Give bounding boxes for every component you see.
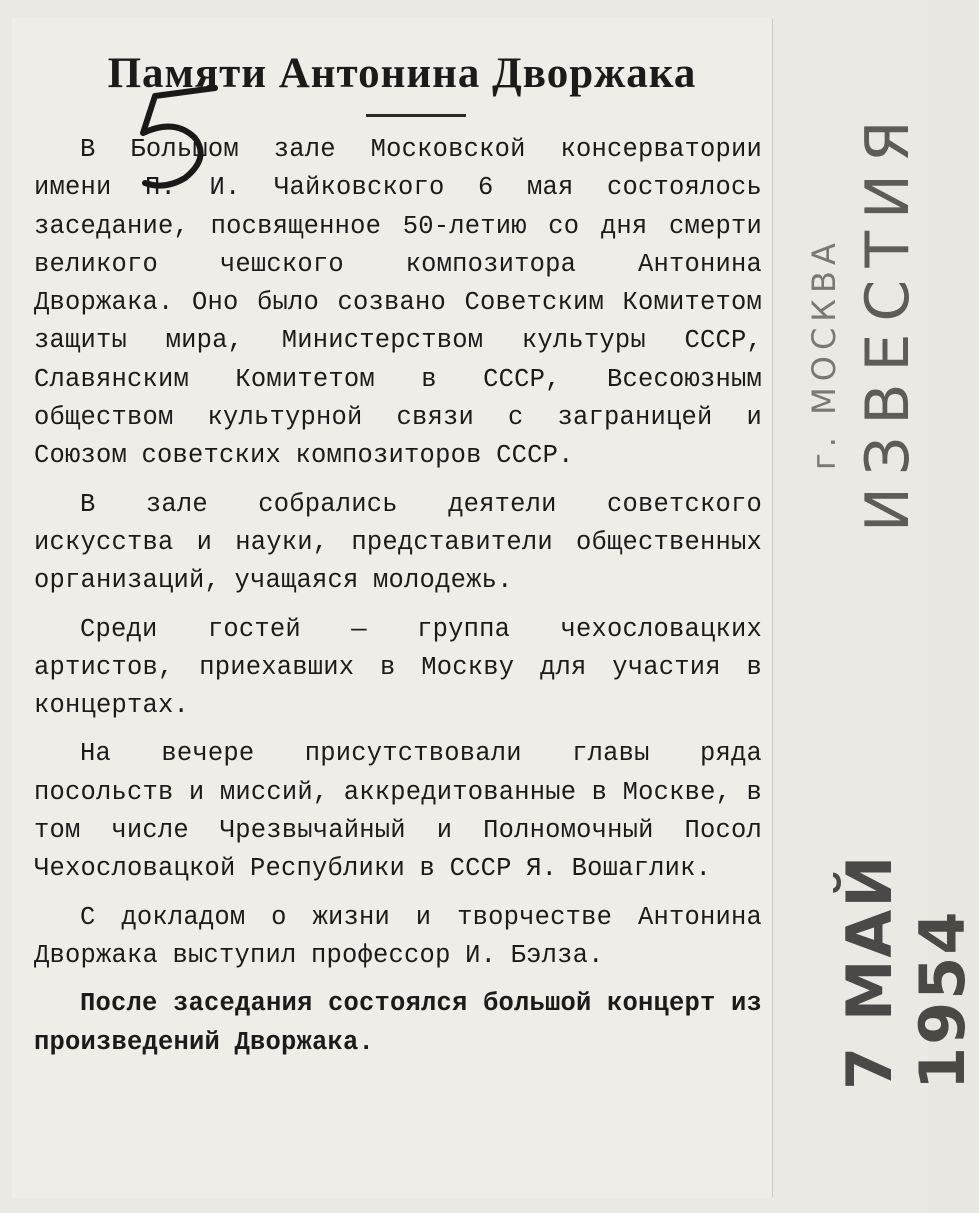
headline-divider [366, 114, 466, 117]
stamp-city: г. МОСКВА [805, 237, 843, 470]
article-paragraph-5: С докладом о жизни и творчестве Антонина Дворжака выступил профессор И. Бэлза. [34, 902, 762, 970]
article-paragraph-3: Среди гостей — группа чехословацких артистов, приехавших в Москву для участия в концертах. [34, 614, 762, 721]
stamp-date: 7 МАЙ 1954 [833, 853, 979, 1090]
article-paragraph-1: В Большом зале Московской консерватории имени П. И. Чайковского 6 мая состоялось заседание, посвященное 50-летию со дня смерти великого чешского композитора Антонина Дворжака. Оно было созвано Советским Комитетом защиты мира, Министерством культуры СССР, Славянским Комитетом в СССР, Всесоюзным обществом культурной связи с заграницей и Союзом советских композиторов СССР. [34, 135, 762, 471]
article-paragraph-6: После заседания состоялся большой концерт из произведений Дворжака. [34, 989, 762, 1057]
article-paragraph-4: На вечере присутствовали главы ряда посольств и миссий, аккредитованные в Москве, в том числе Чрезвычайный и Полномочный Посол Чехословацкой Республики в СССР Я. Вошаглик. [34, 739, 762, 884]
article [34, 44, 762, 1072]
handwritten-number-mark [115, 78, 235, 198]
archive-stamp [805, 40, 979, 1120]
article-paragraph-2: В зале собрались деятели советского искусства и науки, представители общественных организаций, учащаяся молодежь. [34, 489, 762, 596]
article-headline: Памяти Антонина Дворжака [107, 50, 697, 97]
stamp-newspaper-name: ИЗВЕСТИЯ [853, 108, 923, 532]
